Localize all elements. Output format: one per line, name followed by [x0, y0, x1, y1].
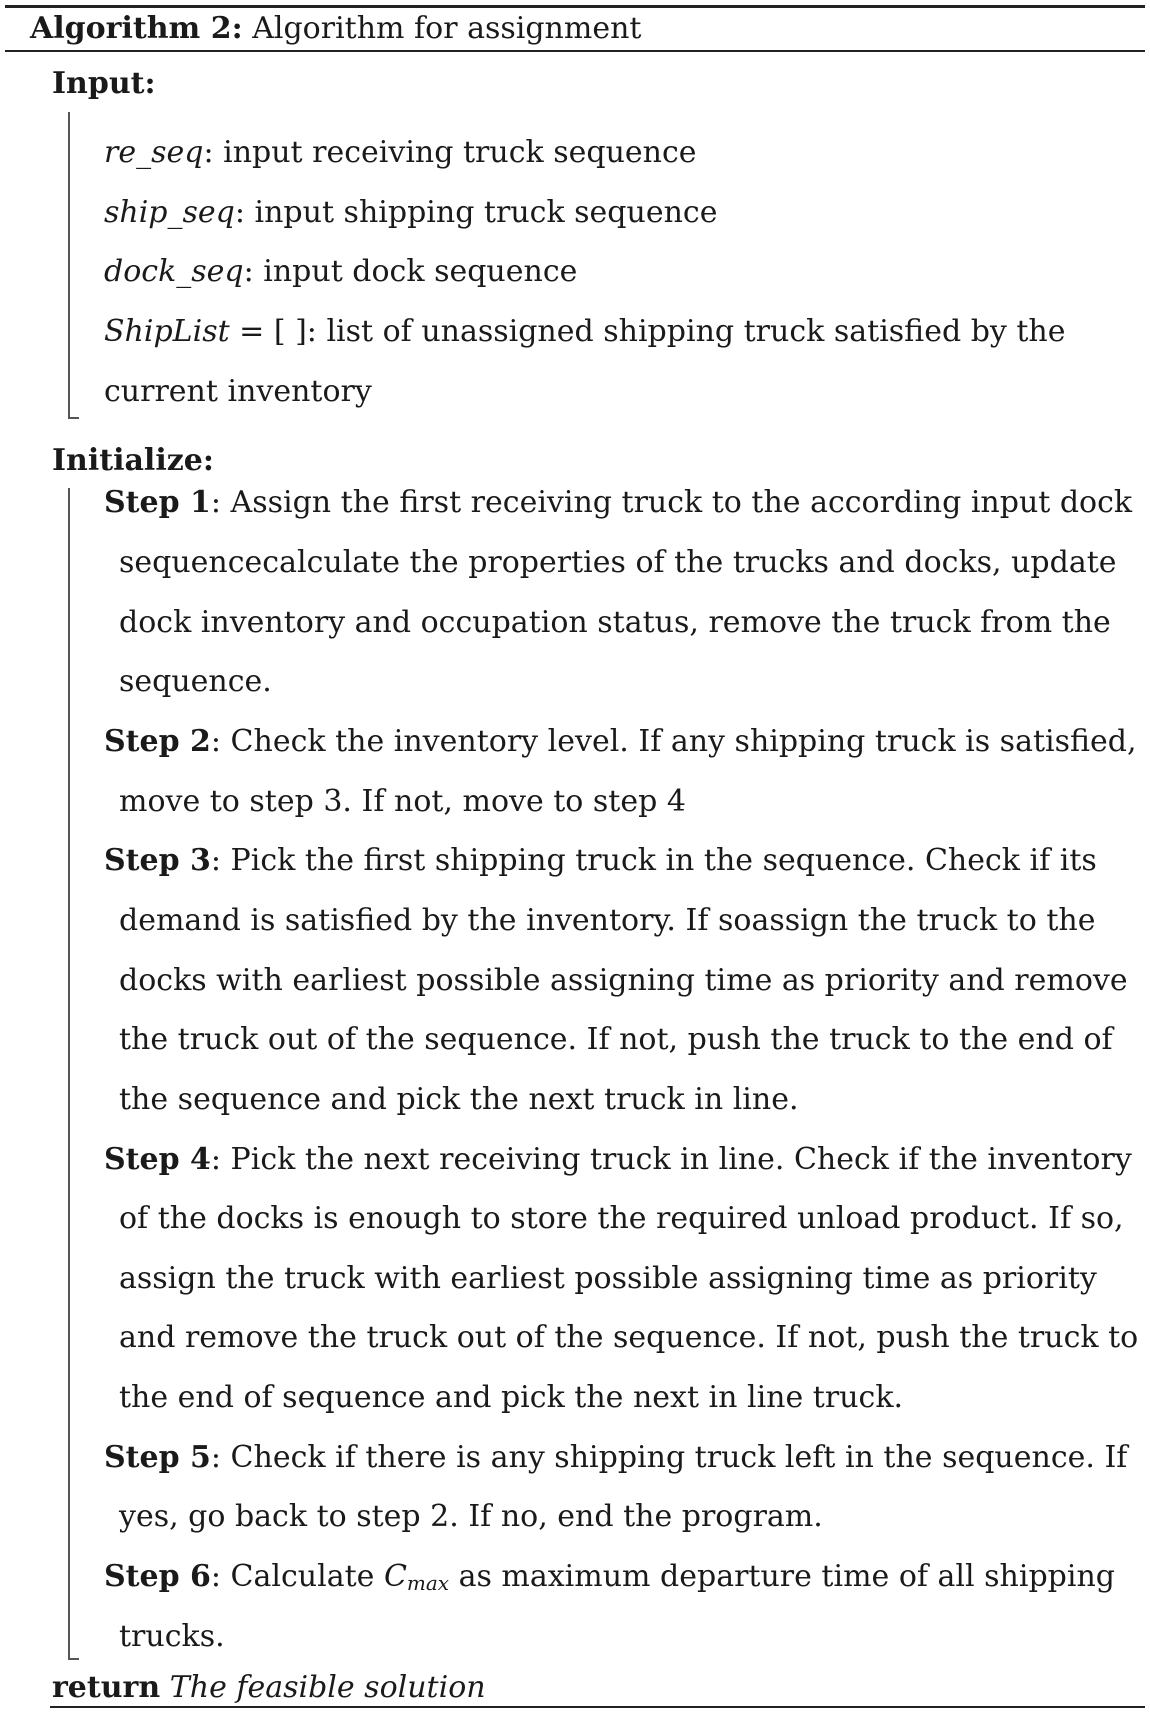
input-text: current inventory: [104, 374, 372, 409]
input-dock-seq: [104, 252, 577, 292]
step-label: Step 1: [104, 485, 211, 520]
return-value: The feasible solution: [169, 1670, 486, 1705]
step-6-line-1: [104, 1557, 1115, 1603]
var-name: dock_seq: [104, 254, 244, 289]
input-ship-seq: [104, 193, 717, 233]
algorithm-caption: [30, 8, 641, 50]
input-shiplist: [104, 312, 1066, 352]
math-c-max: [384, 1559, 449, 1594]
step-text: : Check the inventory level. If any shipping truck is satisfied,: [210, 724, 1137, 759]
step-label: Step 3: [104, 843, 211, 878]
step-4-line-3: assign the truck with earliest possible assigning time as priority: [119, 1261, 1097, 1296]
step-3-line-5: the sequence and pick the next truck in line.: [119, 1082, 799, 1117]
step-4-line-4: and remove the truck out of the sequence. If not, push the truck to: [119, 1320, 1139, 1355]
step-5-line-2: yes, go back to step 2. If no, end the program.: [119, 1499, 823, 1534]
step-2-line-1: [104, 722, 1137, 762]
math-sub: max: [406, 1571, 450, 1595]
step-3-line-3: docks with earliest possible assigning time as priority and remove: [119, 963, 1128, 998]
caption-rule: [5, 50, 1145, 52]
var-name: re_seq: [104, 135, 204, 170]
return-line: [52, 1668, 486, 1708]
step-label: Step 6: [104, 1559, 211, 1594]
step-text: : Pick the next receiving truck in line. Check if the inventory: [210, 1142, 1132, 1177]
input-text: : input dock sequence: [243, 254, 578, 289]
step-text: : Check if there is any shipping truck left in the sequence. If: [210, 1440, 1128, 1475]
initialize-bracket-end: [68, 1658, 79, 1660]
input-bracket: [68, 112, 70, 419]
input-text: : input shipping truck sequence: [234, 195, 718, 230]
step-label: Step 2: [104, 724, 211, 759]
step-3-line-4: the truck out of the sequence. If not, push the truck to the end of: [119, 1022, 1113, 1057]
return-keyword: return: [52, 1670, 161, 1705]
input-shiplist-cont: [104, 372, 372, 412]
step-text: : Assign the first receiving truck to the according input dock: [210, 485, 1133, 520]
step-text-tail: as maximum departure time of all shipping: [449, 1559, 1115, 1594]
step-3-line-2: demand is satisfied by the inventory. If soassign the truck to the: [119, 903, 1096, 938]
step-text: : Calculate: [210, 1559, 384, 1594]
algorithm-label: Algorithm 2:: [30, 11, 243, 46]
initialize-bracket: [68, 488, 70, 1660]
step-1-line-4: sequence.: [119, 664, 272, 699]
step-1-line-3: dock inventory and occupation status, remove the truck from the: [119, 605, 1111, 640]
step-4-line-5: the end of sequence and pick the next in line truck.: [119, 1380, 904, 1415]
step-4-line-1: [104, 1140, 1132, 1180]
step-label: Step 5: [104, 1440, 211, 1475]
step-label: Step 4: [104, 1142, 211, 1177]
step-2-line-2: move to step 3. If not, move to step 4: [119, 784, 686, 819]
math-base: C: [383, 1559, 407, 1594]
step-4-line-2: of the docks is enough to store the required unload product. If so,: [119, 1201, 1124, 1236]
step-5-line-1: [104, 1438, 1127, 1478]
algorithm-title: Algorithm for assignment: [252, 11, 642, 46]
step-1-line-2: sequencecalculate the properties of the trucks and docks, update: [119, 545, 1117, 580]
step-6-line-2: trucks.: [119, 1619, 225, 1654]
step-1-line-1: [104, 483, 1132, 523]
step-3-line-1: [104, 841, 1097, 881]
input-text: : input receiving truck sequence: [203, 135, 697, 170]
input-re-seq: [104, 133, 697, 173]
var-name: ShipList: [104, 314, 230, 349]
var-name: ship_seq: [104, 195, 235, 230]
initialize-header: Initialize:: [52, 443, 214, 478]
input-header: Input:: [52, 66, 156, 101]
input-bracket-end: [68, 417, 79, 419]
input-text: = [ ]: list of unassigned shipping truck satisfied by the: [229, 314, 1066, 349]
step-text: : Pick the first shipping truck in the sequence. Check if its: [210, 843, 1097, 878]
bottom-rule: [50, 1706, 1145, 1708]
